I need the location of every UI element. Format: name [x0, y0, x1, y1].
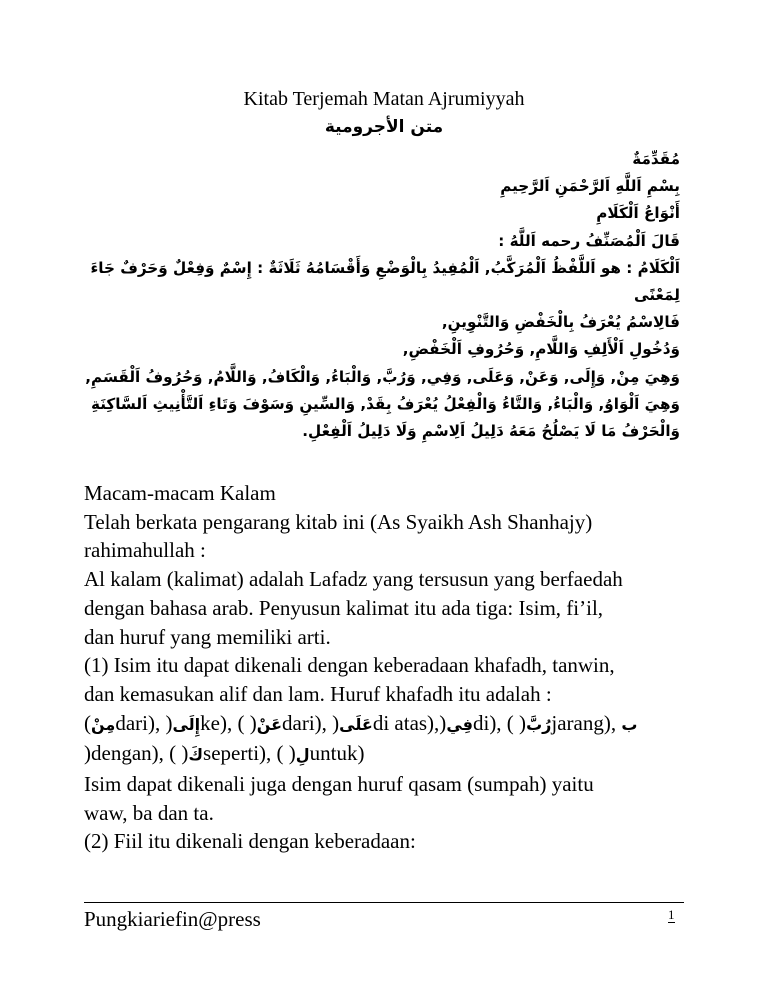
huruf-khafadh-list-line [84, 709, 684, 740]
text-fragment: di atas),) [372, 710, 447, 735]
arabic-word: إِلَى [172, 714, 201, 734]
paragraph-line: dengan bahasa arab. Penyusun kalimat itu ada tiga: Isim, fi’il, [84, 595, 604, 620]
arabic-word: رُبَّ [526, 714, 552, 734]
paragraph-line: Telah berkata pengarang kitab ini (As Syaikh Ash Shanhajy) [84, 509, 593, 534]
text-fragment: seperti), ( ) [203, 741, 296, 766]
paragraph-line: dan kemasukan alif dan lam. Huruf khafadh itu adalah : [84, 681, 552, 706]
arabic-line: وَالْحَرْفُ مَا لَا يَصْلُحُ مَعَهُ دَلِيلُ اَلِاسْمِ وَلَا دَلِيلُ اَلْفِعْلِ. [302, 422, 680, 441]
paragraph-line: (2) Fiil itu dikenali dengan keberadaan: [84, 829, 416, 854]
arabic-word: مِنْ [91, 714, 116, 734]
text-fragment: jarang), [551, 710, 622, 735]
paragraph-line: Isim dapat dikenali juga dengan huruf qasam (sumpah) yaitu [84, 772, 594, 797]
arabic-word: عَلَى [339, 714, 373, 734]
arabic-word: لِ [295, 745, 310, 765]
footer-publisher: Pungkiariefin@press [84, 907, 261, 931]
arabic-word: ب [621, 714, 638, 734]
translation-text [84, 479, 684, 856]
text-fragment: untuk) [309, 741, 365, 766]
arabic-word: عَنْ [256, 714, 283, 734]
arabic-line: وَهِيَ مِنْ, وَإِلَى, وَعَنْ, وَعَلَى, وَفِي, وَرُبَّ, وَالْبَاءُ, وَالْكَافُ, وَاللَّامُ, وَحُرُوفُ اَلْقَسَمِ, [85, 367, 680, 386]
paragraph-line: Al kalam (kalimat) adalah Lafadz yang tersusun yang berfaedah [84, 567, 623, 592]
text-fragment: ke), ( ) [200, 710, 257, 735]
text-fragment: ( [84, 710, 91, 735]
page-number: 1 [668, 907, 675, 922]
arabic-word: فِي [446, 714, 473, 734]
page-title: Kitab Terjemah Matan Ajrumiyyah [243, 88, 525, 110]
arabic-line: وَدُخُولِ اَلْأَلِفِ وَاللَّامِ, وَحُرُوفِ اَلْخَفْضِ, [402, 340, 680, 359]
paragraph-line: rahimahullah : [84, 538, 206, 563]
arabic-line: مُقَدِّمَةٌ [632, 150, 680, 168]
arabic-line: فَالِاسْمُ يُعْرَفُ بِالْخَفْضِ وَالتَّنْوِينِ, [441, 313, 680, 332]
arabic-word: كَ [188, 745, 204, 765]
arabic-line: اَلْكَلَامُ : هو اَللَّفْظُ اَلْمُرَكَّبُ, اَلْمُفِيدُ بِالْوَضْعِ وَأَقْسَامُهُ ثَلَاثَةٌ : إِسْمٌ وَفِعْلٌ وَحَرْفٌ جَاءَ لِمَعْنًى [90, 258, 680, 305]
arabic-line: قَالَ اَلْمُصَنِّفُ رحمه اَللَّهُ : [498, 231, 680, 250]
text-fragment: di), ( ) [472, 710, 527, 735]
huruf-khafadh-list-line [84, 739, 684, 770]
arabic-line: بِسْمِ اَللَّهِ اَلرَّحْمَنِ اَلرَّحِيمِ [500, 177, 680, 196]
arabic-line: وَهِيَ اَلْوَاوُ, وَالْبَاءُ, وَالتَّاءُ وَالْفِعْلُ يُعْرَفُ بِقَدْ, وَالسِّينِ وَسَوْفَ وَتَاءِ اَلتَّأْنِيثِ اَلسَّاكِنَةِ [90, 394, 680, 413]
footer-divider [84, 902, 684, 903]
arabic-title: متن الأجرومية [324, 117, 444, 137]
paragraph-line: dan huruf yang memiliki arti. [84, 624, 331, 649]
arabic-matan-text [84, 146, 680, 445]
arabic-line: أَنْوَاعُ اَلْكَلَامِ [596, 204, 680, 223]
text-fragment: )dengan), ( ) [84, 741, 189, 766]
paragraph-line: (1) Isim itu dapat dikenali dengan keberadaan khafadh, tanwin, [84, 653, 615, 678]
text-fragment: dari), ) [115, 710, 173, 735]
section-heading: Macam-macam Kalam [84, 481, 276, 505]
text-fragment: dari), ) [282, 710, 340, 735]
paragraph-line: waw, ba dan ta. [84, 800, 214, 825]
